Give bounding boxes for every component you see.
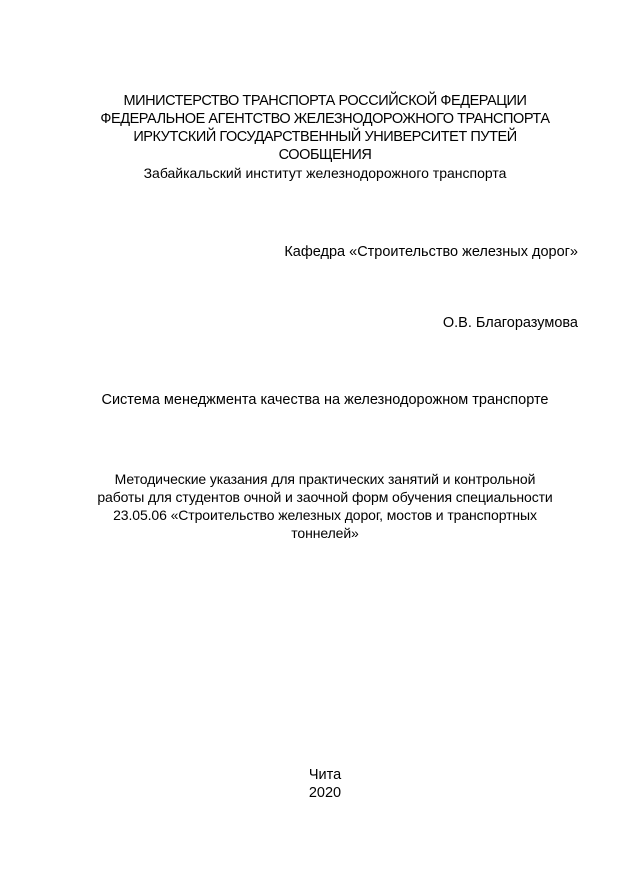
- ministry-line: МИНИСТЕРСТВО ТРАНСПОРТА РОССИЙСКОЙ ФЕДЕРАЦИИ: [123, 93, 527, 109]
- description-line: тоннелей»: [291, 525, 359, 541]
- university-line-cont: СООБЩЕНИЯ: [278, 147, 372, 163]
- year: 2020: [308, 785, 342, 801]
- agency-line: ФЕДЕРАЛЬНОЕ АГЕНТСТВО ЖЕЛЕЗНОДОРОЖНОГО ТРАНСПОРТА: [100, 111, 550, 127]
- institute-name: Забайкальский институт железнодорожного транспорта: [143, 165, 507, 181]
- city: Чита: [308, 767, 342, 783]
- description-line: работы для студентов очной и заочной форм обучения специальности: [97, 489, 553, 505]
- department-name: Кафедра «Строительство железных дорог»: [284, 244, 578, 260]
- description-line: 23.05.06 «Строительство железных дорог, мостов и транспортных: [113, 507, 537, 523]
- description-line: Методические указания для практических занятий и контрольной: [114, 471, 536, 487]
- university-line: ИРКУТСКИЙ ГОСУДАРСТВЕННЫЙ УНИВЕРСИТЕТ ПУТЕЙ: [133, 129, 517, 145]
- author-name: О.В. Благоразумова: [442, 315, 578, 331]
- document-title: Система менеджмента качества на железнодорожном транспорте: [101, 392, 549, 408]
